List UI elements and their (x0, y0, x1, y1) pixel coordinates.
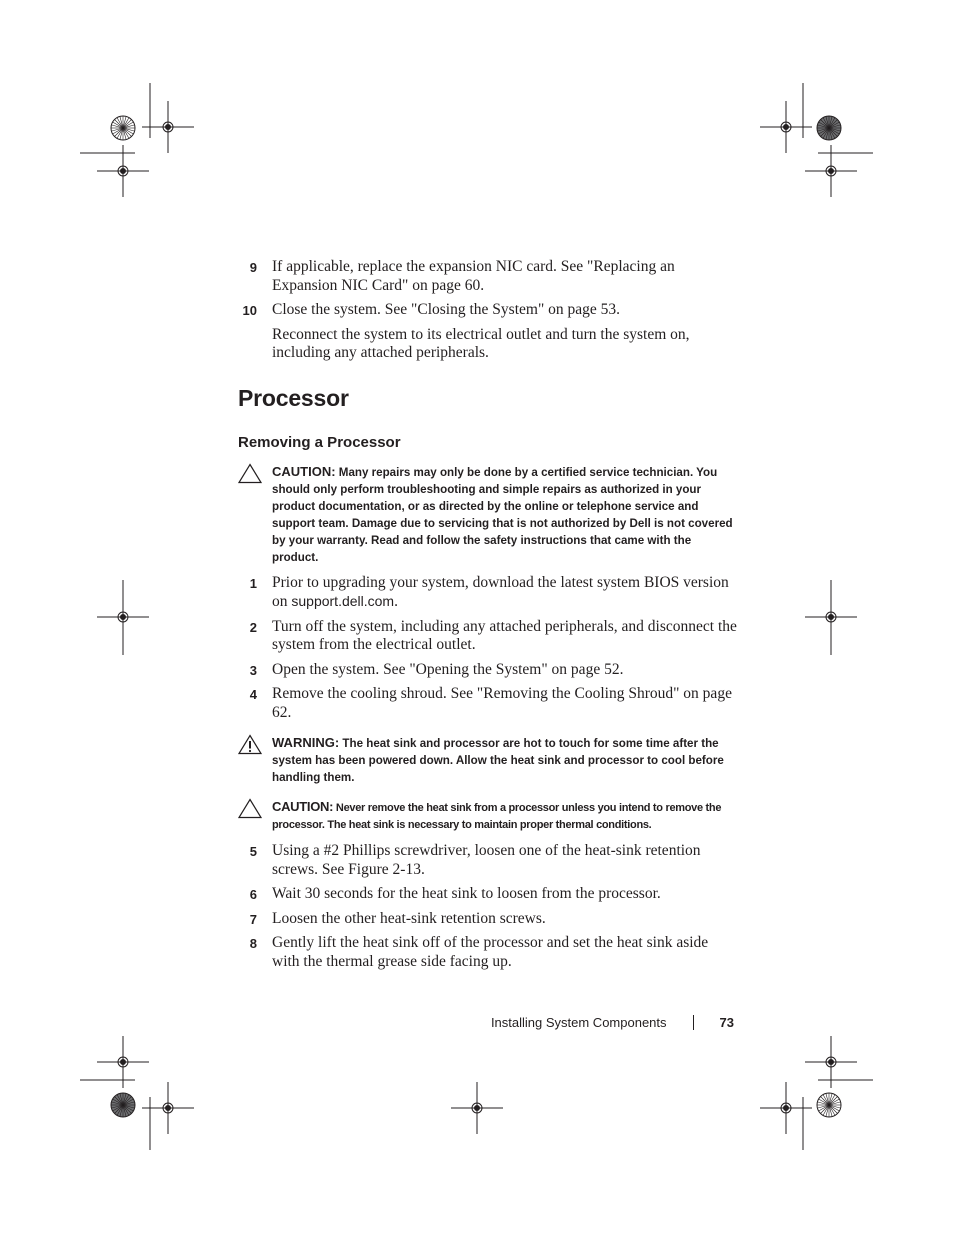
step-text: Gently lift the heat sink off of the processor and set the heat sink aside with the thermal grease side facing up. (272, 934, 709, 970)
registration-target-icon (760, 101, 812, 153)
warning-notice (238, 734, 738, 786)
step-text: If applicable, replace the expansion NIC card. See "Replacing an Expansion NIC Card" on page 60. (272, 258, 675, 294)
step-7 (238, 910, 738, 929)
caution-text: Many repairs may only be done by a certified service technician. You should only perform troubleshooting and simple repairs as authorized in your product documentation, or as directed by the online or telephone service and support team. Damage due to servicing that is not authorized by Dell is not covered by your warranty. Read and follow the safety instructions that came with the product. (272, 465, 733, 564)
step-text: Wait 30 seconds for the heat sink to loosen from the processor. (272, 885, 661, 902)
step-text: Loosen the other heat-sink retention screws. (272, 909, 546, 927)
step-text-end: . (394, 593, 398, 610)
step-text: Open the system. See "Opening the System" on page 52. (272, 660, 624, 678)
caution-label: CAUTION: (272, 799, 334, 814)
caution-label: CAUTION: (272, 463, 336, 479)
step-text: Remove the cooling shroud. See "Removing the Cooling Shroud" on page 62. (272, 685, 732, 721)
step-number: 5 (249, 844, 257, 859)
caution-triangle-icon (238, 463, 262, 484)
footer-chapter-title: Installing System Components (490, 1015, 667, 1030)
registration-star-icon (111, 1093, 135, 1117)
step-number: 1 (249, 575, 257, 591)
step-number: 10 (242, 303, 257, 318)
page-content (238, 258, 738, 977)
step-text: Close the system. See "Closing the System" on page 53. (272, 301, 621, 318)
step-number: 8 (249, 936, 257, 951)
registration-star-icon (817, 116, 841, 140)
step-number: 9 (249, 260, 257, 275)
step-number: 4 (249, 687, 257, 702)
step-1 (238, 574, 738, 612)
reconnect-paragraph: Reconnect the system to its electrical outlet and turn the system on, including any attached peripherals. (272, 325, 690, 361)
caution-notice (238, 463, 738, 566)
step-text: Using a #2 Phillips screwdriver, loosen one of the heat-sink retention screws. See Figure 2-13. (272, 842, 701, 878)
step-10 (238, 301, 738, 320)
warning-triangle-icon (238, 734, 262, 755)
step-number: 6 (249, 887, 257, 902)
caution-triangle-icon (238, 798, 262, 819)
step-8 (238, 934, 738, 971)
registration-target-icon (760, 1082, 812, 1134)
registration-star-icon (111, 116, 135, 140)
page-number: 73 (719, 1015, 734, 1030)
step-3 (238, 661, 738, 680)
step-9 (238, 258, 738, 295)
step-2 (238, 618, 738, 655)
step-number: 7 (249, 911, 257, 927)
footer-divider (693, 1015, 694, 1030)
step-text: Turn off the system, including any attached peripherals, and disconnect the system from the electrical outlet. (272, 617, 737, 653)
caution-notice-2 (238, 798, 738, 834)
step-number: 3 (249, 662, 257, 678)
subsection-title: Removing a Processor (238, 433, 401, 451)
step-text: Prior to upgrading your system, download the latest system BIOS version on (272, 573, 729, 610)
registration-target-icon (451, 1082, 503, 1134)
warning-text: The heat sink and processor are hot to touch for some time after the system has been powered down. Allow the heat sink and processor to cool before handling them. (272, 737, 724, 784)
support-link[interactable]: support.dell.com (291, 593, 395, 609)
caution-text: Never remove the heat sink from a processor unless you intend to remove the processor. The heat sink is necessary to maintain proper thermal conditions. (272, 802, 722, 831)
warning-label: WARNING: (272, 735, 340, 750)
step-number: 2 (249, 619, 257, 635)
step-6 (238, 885, 738, 904)
section-title: Processor (238, 384, 349, 411)
registration-star-icon (817, 1093, 841, 1117)
step-5 (238, 842, 738, 879)
step-4 (238, 685, 738, 722)
page-footer (491, 1015, 734, 1030)
